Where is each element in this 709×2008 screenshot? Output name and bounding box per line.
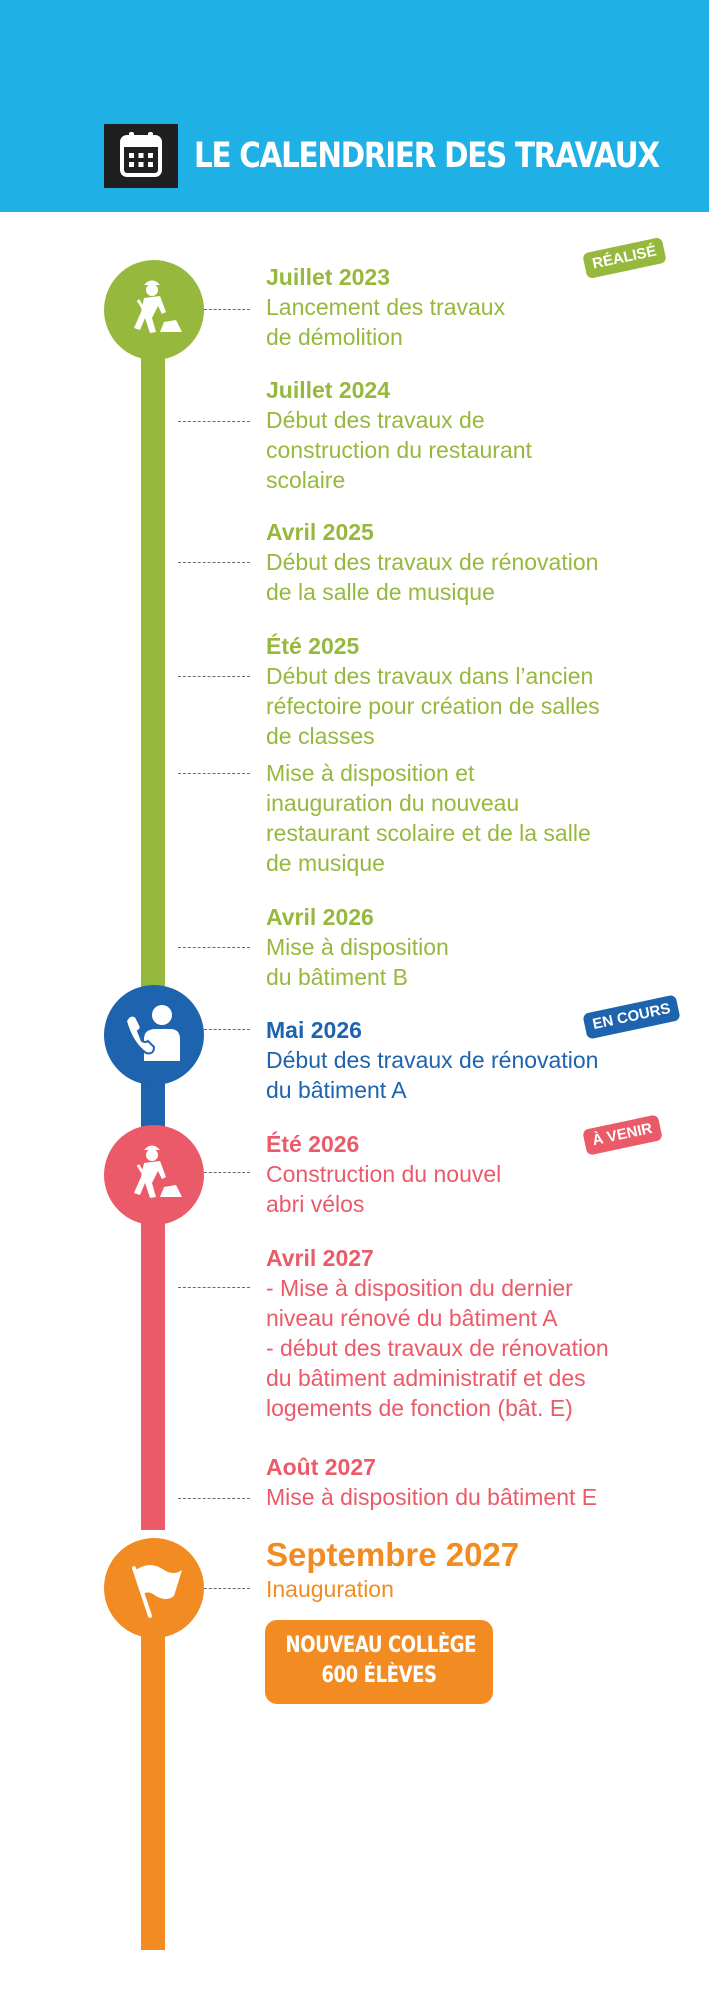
- page-title: LE CALENDRIER DES TRAVAUX: [194, 136, 659, 176]
- calendar-icon: [104, 124, 178, 188]
- timeline-event: [266, 1243, 696, 1423]
- status-badge-done: RÉALISÉ: [582, 237, 667, 279]
- worker-digging-icon: [104, 1125, 204, 1225]
- worker-phone-icon: [104, 985, 204, 1085]
- event-desc-line: Début des travaux dans l’ancien: [266, 663, 594, 689]
- badge-line: NOUVEAU COLLÈGE: [285, 1633, 477, 1658]
- event-date: Août 2027: [266, 1454, 376, 1480]
- status-badge-in-progress: EN COURS: [582, 994, 681, 1039]
- connector: [178, 947, 250, 948]
- event-date: Été 2025: [266, 633, 360, 659]
- event-desc-line: scolaire: [266, 467, 346, 493]
- event-desc-line: restaurant scolaire et de la salle: [266, 820, 591, 846]
- timeline-event: [266, 517, 696, 607]
- event-desc-line: Début des travaux de rénovation: [266, 1047, 599, 1073]
- header-banner: [0, 0, 709, 212]
- event-desc-line: Début des travaux de: [266, 407, 485, 433]
- event-desc-line: Mise à disposition du bâtiment E: [266, 1484, 598, 1510]
- new-college-badge: [265, 1620, 493, 1704]
- connector: [204, 1029, 250, 1030]
- event-date: Mai 2026: [266, 1017, 362, 1043]
- status-badge-upcoming: À VENIR: [582, 1114, 663, 1155]
- timeline-event: [266, 375, 696, 495]
- event-desc-line: de classes: [266, 723, 375, 749]
- connector: [178, 421, 250, 422]
- event-desc-line: logements de fonction (bât. E): [266, 1395, 573, 1421]
- event-desc-line: Mise à disposition: [266, 934, 449, 960]
- timeline-event: [266, 631, 696, 751]
- connector: [178, 1287, 250, 1288]
- timeline-bar-green: [141, 330, 165, 1020]
- final-desc: Inauguration: [266, 1576, 394, 1602]
- event-desc-line: - Mise à disposition du dernier: [266, 1275, 573, 1301]
- connector: [204, 309, 250, 310]
- event-date: Juillet 2024: [266, 377, 391, 403]
- event-desc-line: construction du restaurant: [266, 437, 532, 463]
- connector: [204, 1172, 250, 1173]
- event-desc-line: du bâtiment A: [266, 1077, 407, 1103]
- event-desc-line: Construction du nouvel: [266, 1161, 502, 1187]
- event-date: Avril 2025: [266, 519, 374, 545]
- event-desc-line: Mise à disposition et: [266, 760, 475, 786]
- event-desc-line: de la salle de musique: [266, 579, 495, 605]
- event-desc-line: inauguration du nouveau: [266, 790, 520, 816]
- event-date: Juillet 2023: [266, 264, 391, 290]
- connector: [204, 1588, 250, 1589]
- event-desc-line: du bâtiment administratif et des: [266, 1365, 586, 1391]
- connector: [178, 773, 250, 774]
- flag-icon: [104, 1538, 204, 1638]
- event-desc-line: de démolition: [266, 324, 403, 350]
- timeline-event: [266, 902, 696, 992]
- event-desc-line: Lancement des travaux: [266, 294, 506, 320]
- event-desc-line: niveau rénové du bâtiment A: [266, 1305, 558, 1331]
- event-desc-line: Début des travaux de rénovation: [266, 549, 599, 575]
- event-desc-line: réfectoire pour création de salles: [266, 693, 600, 719]
- event-desc-line: du bâtiment B: [266, 964, 408, 990]
- timeline-event: [266, 758, 696, 878]
- event-date: Été 2026: [266, 1131, 360, 1157]
- connector: [178, 562, 250, 563]
- worker-digging-icon: [104, 260, 204, 360]
- event-desc-line: abri vélos: [266, 1191, 365, 1217]
- connector: [178, 676, 250, 677]
- event-date: Avril 2027: [266, 1245, 374, 1271]
- timeline-event: [266, 262, 696, 352]
- event-desc-line: - début des travaux de rénovation: [266, 1335, 609, 1361]
- connector: [178, 1498, 250, 1499]
- timeline-event: [266, 1015, 696, 1105]
- event-desc-line: de musique: [266, 850, 385, 876]
- event-date: Avril 2026: [266, 904, 374, 930]
- badge-line: 600 ÉLÈVES: [321, 1663, 437, 1688]
- final-milestone: [266, 1535, 696, 1603]
- final-date: Septembre 2027: [266, 1536, 520, 1573]
- timeline-event: [266, 1129, 696, 1219]
- timeline-event: [266, 1452, 696, 1512]
